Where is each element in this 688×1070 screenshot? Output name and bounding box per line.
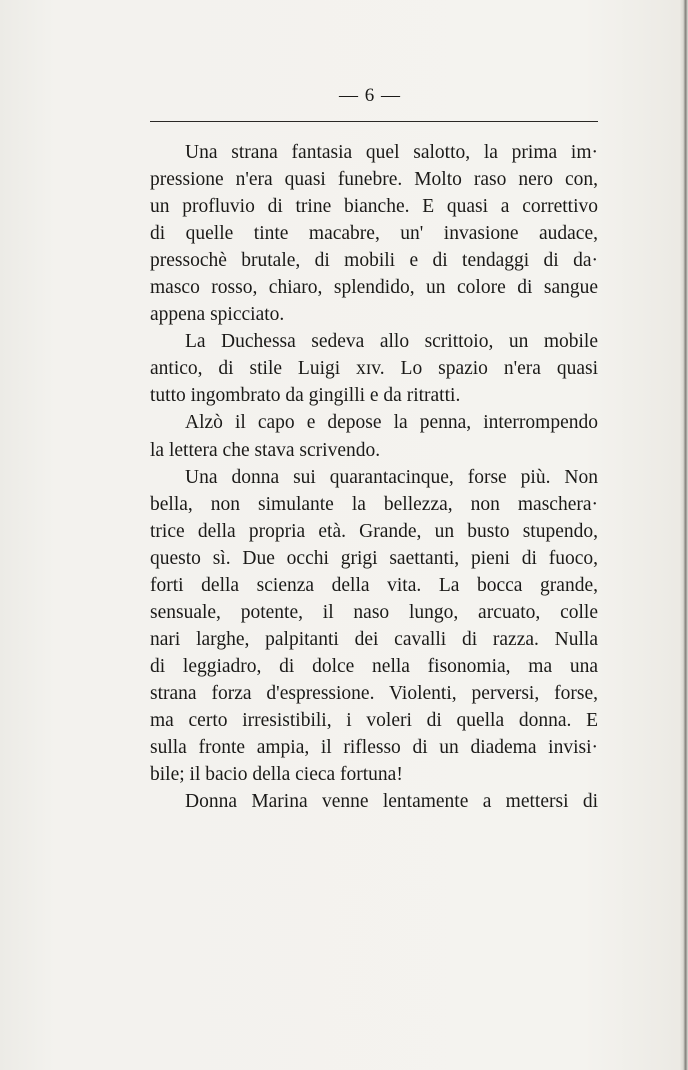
page-number: — 6 — — [339, 85, 401, 106]
text-line: di quelle tinte macabre, un' invasione audace, — [150, 223, 598, 245]
text-line: appena spicciato. — [150, 304, 285, 326]
text-line: un profluvio di trine bianche. E quasi a correttivo — [150, 196, 598, 218]
text-line: La Duchessa sedeva allo scrittoio, un mobile — [185, 331, 598, 353]
text-line: antico, di stile Luigi xɪv. Lo spazio n'era quasi — [150, 358, 598, 380]
text-line: la lettera che stava scrivendo. — [150, 439, 381, 461]
header-rule — [150, 121, 598, 122]
text-line: bella, non simulante la bellezza, non maschera· — [150, 493, 598, 515]
text-line: strana forza d'espressione. Violenti, perversi, forse, — [150, 682, 598, 704]
text-line: sulla fronte ampia, il riflesso di un diadema invisi· — [150, 737, 598, 759]
body-text — [150, 139, 598, 815]
text-line: Alzò il capo e depose la penna, interrompendo — [185, 412, 598, 434]
text-line: questo sì. Due occhi grigi saettanti, pieni di fuoco, — [150, 547, 598, 569]
text-line: pressochè brutale, di mobili e di tendaggi di da· — [150, 250, 598, 272]
text-line: sensuale, potente, il naso lungo, arcuato, colle — [150, 601, 598, 623]
text-line: tutto ingombrato da gingilli e da ritratti. — [150, 385, 461, 407]
text-line: nari larghe, palpitanti dei cavalli di razza. Nulla — [150, 628, 598, 650]
text-line: Una strana fantasia quel salotto, la prima im· — [185, 142, 598, 163]
text-line: Donna Marina venne lentamente a mettersi di — [185, 791, 598, 813]
text-line: trice della propria età. Grande, un busto stupendo, — [150, 520, 598, 542]
page-edge-shadow — [680, 0, 688, 1070]
text-line: bile; il bacio della cieca fortuna! — [150, 764, 403, 786]
text-line: forti della scienza della vita. La bocca grande, — [150, 574, 598, 596]
text-line: di leggiadro, di dolce nella fisonomia, ma una — [150, 655, 598, 677]
text-line: pressione n'era quasi funebre. Molto raso nero con, — [150, 169, 598, 191]
text-line: ma certo irresistibili, i voleri di quella donna. E — [150, 709, 598, 731]
text-line: Una donna sui quarantacinque, forse più. Non — [185, 466, 598, 488]
text-line: masco rosso, chiaro, splendido, un colore di sangue — [150, 277, 598, 299]
